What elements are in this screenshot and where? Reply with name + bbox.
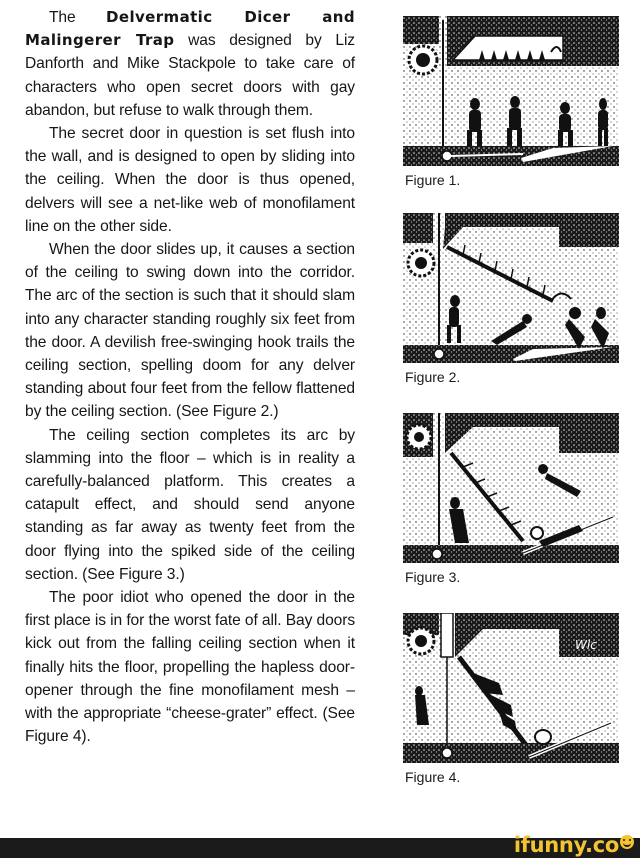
trap-illustration-1 bbox=[403, 16, 619, 166]
figure-1-illustration bbox=[403, 16, 619, 166]
figure-3-illustration bbox=[403, 413, 619, 563]
paragraph-5: The poor idiot who opened the door in the first place is in for the worst fate of all. Bay doors kick out from the falling ceiling section when it finally hits the floor, propelling the hapless door-opener through the fine monofilament mesh – with the appropriate “cheese-grater” effect. (See Figure 4). bbox=[25, 589, 356, 746]
article-text bbox=[25, 6, 355, 749]
paragraph-1-text: was designed by Liz Danforth and Mike Stackpole to take care of characters who open secret doors with gay abandon, but refuse to walk through them. bbox=[25, 32, 356, 119]
trap-illustration-2 bbox=[403, 213, 619, 363]
watermark-bar bbox=[0, 833, 640, 858]
figure-4 bbox=[403, 613, 619, 785]
figure-1-caption: Figure 1. bbox=[405, 172, 461, 188]
brand-text: ifunny.co bbox=[513, 833, 619, 857]
lead-plain: The bbox=[49, 9, 107, 26]
paragraph-2: The secret door in question is set flush into the wall, and is designed to open by sliding into the ceiling. When the door is thus opened, delvers will see a net-like web of monofilament line on the other side. bbox=[25, 125, 355, 235]
trap-name: Delvermatic Dicer and Malingerer Trap bbox=[25, 8, 355, 50]
figure-2-illustration bbox=[403, 213, 619, 363]
figure-2-caption: Figure 2. bbox=[405, 369, 461, 385]
smiley-icon bbox=[620, 835, 634, 849]
paragraph-3: When the door slides up, it causes a section of the ceiling to swing down into the corridor. The arc of the section is such that it should slam into any character standing roughly six feet from the door. A devilish free-swinging hook trails the ceiling section, spelling doom for any delver standing about four feet from the fellow flattened by the ceiling section. (See Figure 2.) bbox=[25, 241, 355, 421]
figure-4-caption: Figure 4. bbox=[405, 769, 461, 785]
signature-text: Wlc bbox=[575, 638, 597, 652]
paragraph-1 bbox=[25, 6, 355, 122]
figure-3-caption: Figure 3. bbox=[405, 569, 461, 585]
ifunny-watermark bbox=[514, 831, 634, 859]
trap-illustration-3 bbox=[403, 413, 619, 563]
trap-illustration-4 bbox=[403, 613, 619, 763]
figure-3 bbox=[403, 413, 619, 585]
figure-2 bbox=[403, 213, 619, 385]
paragraph-4: The ceiling section completes its arc by slamming into the floor – which is in reality a carefully-balanced platform. This creates a catapult effect, and should send anyone standing as far away as twenty feet from the door flying into the spiked side of the ceiling section. (See Figure 3.) bbox=[25, 426, 355, 583]
figure-1 bbox=[403, 16, 619, 188]
figure-4-illustration bbox=[403, 613, 619, 763]
